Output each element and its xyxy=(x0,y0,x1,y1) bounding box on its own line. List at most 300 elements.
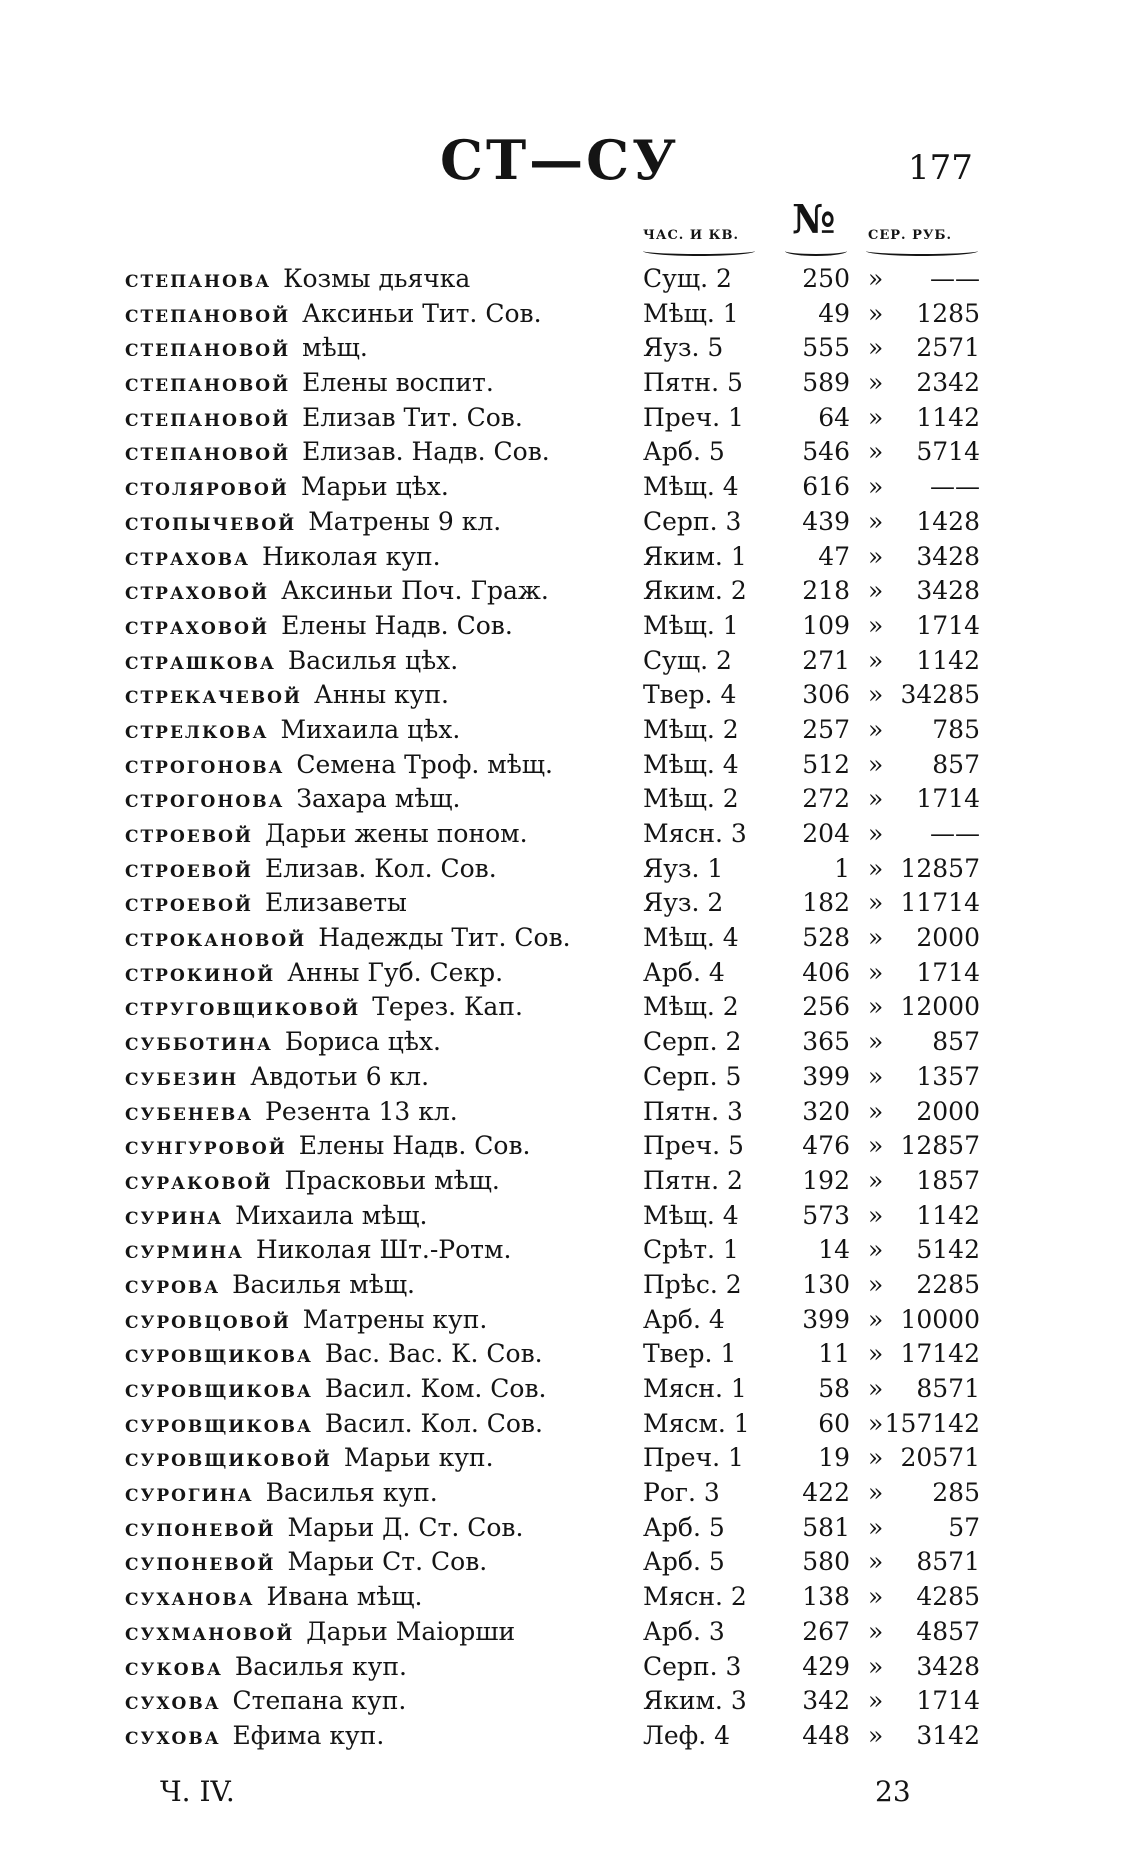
entry-quarter: Мѣщ. 2 xyxy=(643,784,739,814)
signature-mark: 23 xyxy=(875,1775,911,1808)
entry-number: 589 xyxy=(802,368,850,398)
entry-surname: стрекачевой xyxy=(125,680,302,710)
entry-mark: » xyxy=(868,1408,884,1438)
entry-surname: сухмановой xyxy=(125,1616,295,1646)
list-item xyxy=(0,1511,1140,1546)
entry-name xyxy=(125,713,460,748)
entry-surname: степановой xyxy=(125,333,291,363)
entry-number: 555 xyxy=(802,333,850,363)
entry-surname: страхова xyxy=(125,541,251,571)
entry-amount: 3428 xyxy=(916,576,980,606)
list-item xyxy=(0,1268,1140,1303)
entry-amount: 1428 xyxy=(916,506,980,536)
entry-mark: » xyxy=(868,1235,884,1265)
entry-name xyxy=(125,1441,494,1476)
entry-quarter: Арб. 3 xyxy=(643,1616,725,1646)
entry-amount: 4285 xyxy=(916,1582,980,1612)
list-item xyxy=(0,817,1140,852)
entry-name xyxy=(125,331,368,366)
entry-surname: сухова xyxy=(125,1720,221,1750)
list-item xyxy=(0,956,1140,991)
entry-name xyxy=(125,990,523,1025)
entry-quarter: Серп. 3 xyxy=(643,506,742,536)
entry-amount: 1714 xyxy=(916,610,980,640)
entry-name xyxy=(125,1233,511,1268)
list-item xyxy=(0,1025,1140,1060)
entry-amount: 1714 xyxy=(916,957,980,987)
entry-number: 573 xyxy=(802,1200,850,1230)
entry-amount: 785 xyxy=(932,714,980,744)
entry-number: 58 xyxy=(818,1374,850,1403)
entry-quarter: Яким. 1 xyxy=(643,541,747,571)
entry-mark: » xyxy=(868,1582,884,1612)
entry-quarter: Яуз. 1 xyxy=(643,853,724,883)
entry-amount: 2342 xyxy=(916,368,980,398)
column-header-price: СЕР. РУБ. xyxy=(868,228,953,243)
entry-quarter: Яуз. 2 xyxy=(643,888,724,918)
entry-surname: струговщиковой xyxy=(125,992,361,1022)
entry-quarter: Мѣщ. 2 xyxy=(643,992,739,1022)
entry-amount: 12857 xyxy=(900,1131,980,1161)
entry-mark: » xyxy=(868,1720,884,1750)
entry-name xyxy=(125,886,407,921)
entry-number: 19 xyxy=(818,1443,850,1473)
entry-mark: » xyxy=(868,1374,884,1403)
entry-name xyxy=(125,1095,458,1130)
entry-number: 342 xyxy=(802,1686,850,1716)
entry-mark: » xyxy=(868,1512,884,1542)
entry-number: 399 xyxy=(802,1061,850,1091)
column-headers xyxy=(0,196,1140,260)
entry-details: Вас. Вас. К. Сов. xyxy=(324,1339,543,1369)
entry-quarter: Мѣщ. 2 xyxy=(643,714,739,744)
list-item xyxy=(0,331,1140,366)
entry-surname: суханова xyxy=(125,1582,255,1612)
entry-amount: 2285 xyxy=(916,1269,980,1299)
entry-number: 60 xyxy=(818,1408,850,1438)
entry-mark: » xyxy=(868,680,884,710)
list-item xyxy=(0,1650,1140,1685)
entry-details: Михаила цѣх. xyxy=(280,714,461,744)
entry-name xyxy=(125,1268,415,1303)
list-item xyxy=(0,921,1140,956)
entry-amount: 12857 xyxy=(900,853,980,883)
entry-name xyxy=(125,1164,500,1199)
entry-quarter: Срѣт. 1 xyxy=(643,1235,739,1265)
entry-name xyxy=(125,748,553,783)
entry-surname: супоневой xyxy=(125,1547,276,1577)
entry-mark: » xyxy=(868,541,884,571)
entry-amount: —— xyxy=(930,472,980,502)
part-number: Ч. IV. xyxy=(160,1775,235,1808)
entry-quarter: Арб. 5 xyxy=(643,1547,725,1577)
entry-name xyxy=(125,1545,487,1580)
entry-name xyxy=(125,470,449,505)
entry-mark: » xyxy=(868,1096,884,1126)
entry-amount: 5142 xyxy=(916,1235,980,1265)
entry-surname: столяровой xyxy=(125,472,289,502)
entry-name xyxy=(125,852,497,887)
list-item xyxy=(0,1684,1140,1719)
entry-details: Василья цѣх. xyxy=(287,645,459,675)
page-header xyxy=(0,128,1140,198)
entry-surname: суровщиковой xyxy=(125,1443,332,1473)
list-item xyxy=(0,1580,1140,1615)
entry-amount: 857 xyxy=(932,1027,980,1057)
entry-quarter: Яуз. 5 xyxy=(643,333,724,363)
entry-name xyxy=(125,401,523,436)
page-number: 177 xyxy=(908,148,973,188)
list-item xyxy=(0,505,1140,540)
entry-amount: 1142 xyxy=(916,1200,980,1230)
entry-details: Ефима куп. xyxy=(232,1720,385,1750)
entry-quarter: Серп. 3 xyxy=(643,1651,742,1681)
list-item xyxy=(0,1060,1140,1095)
entry-quarter: Мѣщ. 1 xyxy=(643,610,739,640)
entry-number: 429 xyxy=(802,1651,850,1681)
entry-mark: » xyxy=(868,402,884,432)
entry-amount: 1285 xyxy=(916,298,980,328)
entry-details: Василья куп. xyxy=(265,1478,438,1508)
entry-surname: страховой xyxy=(125,576,270,606)
entry-number: 1 xyxy=(834,853,850,883)
entry-name xyxy=(125,1303,487,1338)
entry-mark: » xyxy=(868,923,884,953)
entry-details: Василья мѣщ. xyxy=(232,1269,416,1299)
entry-quarter: Мѣщ. 1 xyxy=(643,298,739,328)
list-item xyxy=(0,782,1140,817)
entry-mark: » xyxy=(868,1269,884,1299)
page-footer xyxy=(0,1775,1140,1815)
entry-amount: 10000 xyxy=(900,1304,980,1334)
list-item xyxy=(0,1303,1140,1338)
entry-quarter: Мясн. 1 xyxy=(643,1374,747,1403)
entry-amount: 1142 xyxy=(916,402,980,432)
entry-name xyxy=(125,1129,530,1164)
entry-details: Степана куп. xyxy=(232,1686,407,1716)
page-title: СТ—СУ xyxy=(440,128,679,192)
entry-quarter: Мѣщ. 4 xyxy=(643,923,739,953)
list-item xyxy=(0,609,1140,644)
brace-number xyxy=(785,246,847,256)
entry-surname: сурова xyxy=(125,1269,221,1299)
entry-name xyxy=(125,574,549,609)
entry-name xyxy=(125,1476,438,1511)
entry-number: 204 xyxy=(802,819,850,848)
entry-surname: страховой xyxy=(125,610,270,640)
entry-details: Васил. Кол. Сов. xyxy=(324,1408,543,1438)
entry-amount: 3428 xyxy=(916,1651,980,1681)
entry-details: Елизав Тит. Сов. xyxy=(302,402,523,432)
entry-number: 580 xyxy=(802,1547,850,1577)
entry-details: Козмы дьячка xyxy=(283,264,471,293)
entry-name xyxy=(125,921,571,956)
entry-number: 250 xyxy=(802,264,850,293)
entry-details: Авдотьи 6 кл. xyxy=(250,1061,430,1091)
entry-amount: 4857 xyxy=(916,1616,980,1646)
entry-number: 439 xyxy=(802,506,850,536)
entry-name xyxy=(125,782,460,817)
entry-details: Марьи Ст. Сов. xyxy=(287,1547,488,1577)
entry-quarter: Твер. 4 xyxy=(643,680,737,710)
entry-name xyxy=(125,1407,543,1442)
entry-surname: сурогина xyxy=(125,1478,254,1508)
list-item xyxy=(0,886,1140,921)
entry-surname: строевой xyxy=(125,819,253,848)
entry-quarter: Леф. 4 xyxy=(643,1720,731,1750)
entry-surname: строгонова xyxy=(125,749,285,779)
entry-details: Елены Надв. Сов. xyxy=(298,1131,531,1161)
entry-number: 192 xyxy=(802,1165,850,1195)
entry-number: 64 xyxy=(818,402,850,432)
entry-amount: 1857 xyxy=(916,1165,980,1195)
entry-quarter: Преч. 1 xyxy=(643,402,744,432)
entry-number: 11 xyxy=(818,1339,850,1369)
entry-mark: » xyxy=(868,1651,884,1681)
entry-details: Васил. Ком. Сов. xyxy=(324,1374,547,1403)
entry-name xyxy=(125,678,449,713)
entry-amount: 2571 xyxy=(916,333,980,363)
entry-number: 581 xyxy=(802,1512,850,1542)
entry-amount: 1714 xyxy=(916,784,980,814)
entry-details: Елизав. Надв. Сов. xyxy=(302,437,550,467)
entry-mark: » xyxy=(868,1443,884,1473)
entry-surname: сураковой xyxy=(125,1165,273,1195)
entry-number: 257 xyxy=(802,714,850,744)
entry-details: Анны куп. xyxy=(313,680,449,710)
list-item xyxy=(0,644,1140,679)
list-item xyxy=(0,1164,1140,1199)
entry-surname: степановой xyxy=(125,298,291,328)
entry-quarter: Рог. 3 xyxy=(643,1478,720,1508)
entry-surname: стопычевой xyxy=(125,506,297,536)
entry-number: 138 xyxy=(802,1582,850,1612)
entry-number: 306 xyxy=(802,680,850,710)
entry-details: Матрены 9 кл. xyxy=(308,506,502,536)
brace-quarter xyxy=(643,246,755,256)
entry-amount: 17142 xyxy=(900,1339,980,1369)
entry-name xyxy=(125,1025,441,1060)
entry-amount: 1714 xyxy=(916,1686,980,1716)
entry-amount: 2000 xyxy=(916,1096,980,1126)
list-item xyxy=(0,1407,1140,1442)
entry-amount: 285 xyxy=(932,1478,980,1508)
entry-amount: 1357 xyxy=(916,1061,980,1091)
entry-name xyxy=(125,1337,543,1372)
entry-number: 512 xyxy=(802,749,850,779)
entry-amount: 857 xyxy=(932,749,980,779)
entry-surname: строевой xyxy=(125,888,253,918)
entry-number: 422 xyxy=(802,1478,850,1508)
entry-amount: 3142 xyxy=(916,1720,980,1750)
entry-quarter: Мѣщ. 4 xyxy=(643,472,739,502)
entry-quarter: Прѣс. 2 xyxy=(643,1269,742,1299)
entry-surname: строгонова xyxy=(125,784,285,814)
entry-mark: » xyxy=(868,1686,884,1716)
entry-surname: сурмина xyxy=(125,1235,244,1265)
entry-details: Дарьи Маіорши xyxy=(306,1616,516,1646)
entry-amount: 5714 xyxy=(916,437,980,467)
entry-details: Елизав. Кол. Сов. xyxy=(264,853,497,883)
entry-surname: суровщикова xyxy=(125,1408,313,1438)
entry-list xyxy=(0,262,1140,1754)
entry-surname: сурина xyxy=(125,1200,224,1230)
list-item xyxy=(0,470,1140,505)
entry-number: 47 xyxy=(818,541,850,571)
list-item xyxy=(0,748,1140,783)
entry-amount: 8571 xyxy=(916,1547,980,1577)
entry-number: 365 xyxy=(802,1027,850,1057)
entry-name xyxy=(125,1060,429,1095)
list-item xyxy=(0,262,1140,297)
entry-surname: сухова xyxy=(125,1686,221,1716)
entry-name xyxy=(125,1615,515,1650)
list-item xyxy=(0,1095,1140,1130)
entry-mark: » xyxy=(868,472,884,502)
entry-surname: степанова xyxy=(125,264,272,293)
entry-mark: » xyxy=(868,1478,884,1508)
entry-surname: суровщикова xyxy=(125,1339,313,1369)
list-item xyxy=(0,1719,1140,1754)
entry-amount: 8571 xyxy=(916,1374,980,1403)
entry-surname: степановой xyxy=(125,368,291,398)
entry-quarter: Пятн. 3 xyxy=(643,1096,743,1126)
entry-name xyxy=(125,1511,523,1546)
list-item xyxy=(0,297,1140,332)
entry-mark: » xyxy=(868,1027,884,1057)
list-item xyxy=(0,574,1140,609)
entry-number: 399 xyxy=(802,1304,850,1334)
entry-quarter: Серп. 5 xyxy=(643,1061,742,1091)
entry-amount: 11714 xyxy=(900,888,980,918)
entry-mark: » xyxy=(868,576,884,606)
entry-details: Марьи цѣх. xyxy=(300,472,449,502)
entry-amount: 3428 xyxy=(916,541,980,571)
list-item xyxy=(0,366,1140,401)
entry-number: 14 xyxy=(818,1235,850,1265)
entry-quarter: Яким. 2 xyxy=(643,576,747,606)
column-header-number: № xyxy=(792,196,836,243)
entry-number: 109 xyxy=(802,610,850,640)
entry-quarter: Арб. 5 xyxy=(643,437,725,467)
list-item xyxy=(0,1233,1140,1268)
entry-number: 528 xyxy=(802,923,850,953)
entry-number: 130 xyxy=(802,1269,850,1299)
entry-name xyxy=(125,644,458,679)
entry-surname: суровщикова xyxy=(125,1374,313,1403)
entry-name xyxy=(125,1580,422,1615)
entry-details: Прасковьи мѣщ. xyxy=(284,1165,500,1195)
entry-mark: » xyxy=(868,1061,884,1091)
entry-details: Михаила мѣщ. xyxy=(235,1200,428,1230)
entry-details: Дарьи жены поном. xyxy=(264,819,528,848)
entry-mark: » xyxy=(868,298,884,328)
entry-mark: » xyxy=(868,853,884,883)
entry-details: мѣщ. xyxy=(302,333,368,363)
entry-quarter: Пятн. 5 xyxy=(643,368,743,398)
entry-number: 271 xyxy=(802,645,850,675)
entry-details: Бориса цѣх. xyxy=(284,1027,441,1057)
entry-amount: 2000 xyxy=(916,923,980,953)
entry-mark: » xyxy=(868,1131,884,1161)
entry-number: 49 xyxy=(818,298,850,328)
entry-mark: » xyxy=(868,610,884,640)
entry-quarter: Сущ. 2 xyxy=(643,645,732,675)
entry-quarter: Мясн. 3 xyxy=(643,819,747,848)
entry-quarter: Твер. 1 xyxy=(643,1339,737,1369)
entry-details: Захара мѣщ. xyxy=(296,784,461,814)
entry-quarter: Сущ. 2 xyxy=(643,264,732,293)
entry-quarter: Арб. 4 xyxy=(643,1304,725,1334)
entry-name xyxy=(125,1719,384,1754)
entry-name xyxy=(125,435,550,470)
entry-surname: страшкова xyxy=(125,645,276,675)
brace-price xyxy=(866,246,978,256)
entry-surname: сукова xyxy=(125,1651,223,1681)
entry-details: Терез. Кап. xyxy=(372,992,523,1022)
entry-mark: » xyxy=(868,714,884,744)
entry-surname: степановой xyxy=(125,437,291,467)
entry-quarter: Пятн. 2 xyxy=(643,1165,743,1195)
entry-surname: суровцовой xyxy=(125,1304,291,1334)
entry-number: 272 xyxy=(802,784,850,814)
entry-mark: » xyxy=(868,992,884,1022)
entry-name xyxy=(125,1372,546,1407)
entry-number: 546 xyxy=(802,437,850,467)
entry-details: Елизаветы xyxy=(264,888,407,918)
entry-details: Аксиньи Тит. Сов. xyxy=(302,298,542,328)
entry-number: 616 xyxy=(802,472,850,502)
entry-mark: » xyxy=(868,749,884,779)
entry-quarter: Мясн. 2 xyxy=(643,1582,747,1612)
entry-name xyxy=(125,540,441,575)
entry-amount: 12000 xyxy=(900,992,980,1022)
entry-details: Василья куп. xyxy=(234,1651,407,1681)
list-item xyxy=(0,713,1140,748)
entry-mark: » xyxy=(868,333,884,363)
entry-amount: 157142 xyxy=(884,1408,980,1438)
entry-name xyxy=(125,1650,407,1685)
list-item xyxy=(0,852,1140,887)
entry-mark: » xyxy=(868,1339,884,1369)
list-item xyxy=(0,1337,1140,1372)
entry-surname: степановой xyxy=(125,402,291,432)
entry-details: Резента 13 кл. xyxy=(265,1096,458,1126)
list-item xyxy=(0,401,1140,436)
entry-mark: » xyxy=(868,645,884,675)
entry-details: Елены воспит. xyxy=(302,368,494,398)
entry-amount: 57 xyxy=(948,1512,980,1542)
entry-name xyxy=(125,366,494,401)
entry-surname: супоневой xyxy=(125,1512,276,1542)
entry-surname: строкиной xyxy=(125,957,276,987)
entry-mark: » xyxy=(868,264,884,293)
entry-name xyxy=(125,297,542,332)
entry-details: Елены Надв. Сов. xyxy=(281,610,513,640)
entry-surname: строкановой xyxy=(125,923,307,953)
entry-name xyxy=(125,956,503,991)
list-item xyxy=(0,540,1140,575)
entry-name xyxy=(125,1199,427,1234)
entry-details: Марьи куп. xyxy=(343,1443,494,1473)
entry-quarter: Мѣщ. 4 xyxy=(643,749,739,779)
entry-name xyxy=(125,1684,406,1719)
entry-amount: —— xyxy=(930,264,980,293)
entry-mark: » xyxy=(868,784,884,814)
entry-name xyxy=(125,817,528,852)
entry-quarter: Преч. 1 xyxy=(643,1443,744,1473)
list-item xyxy=(0,435,1140,470)
